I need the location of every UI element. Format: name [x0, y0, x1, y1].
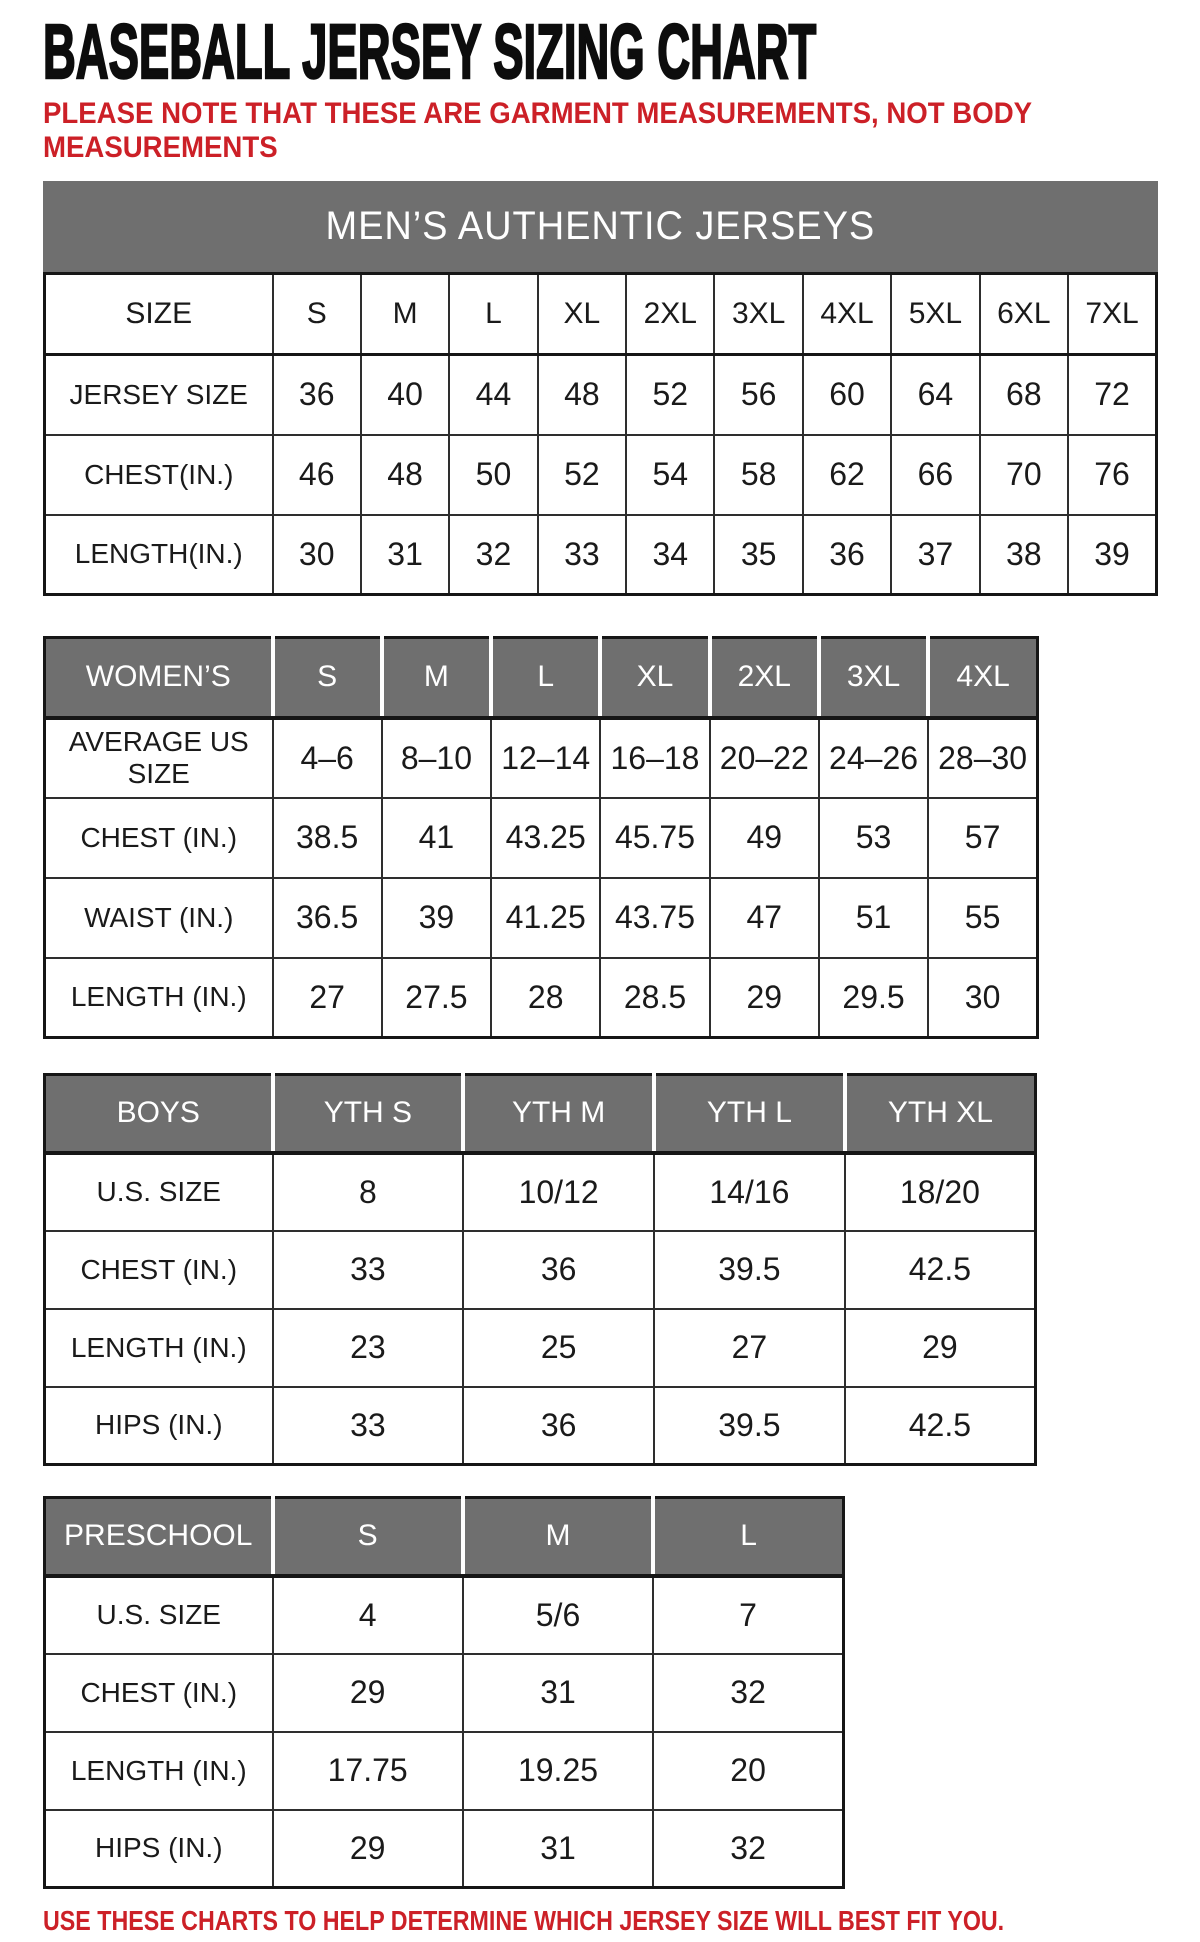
measurement-value-cell: 29 [710, 958, 819, 1038]
measurement-value-cell: 40 [361, 355, 449, 435]
size-column-header: M [463, 1498, 653, 1576]
table-group-label: BOYS [45, 1075, 273, 1153]
measurement-value-cell: 29.5 [819, 958, 928, 1038]
measurement-value-cell: 32 [653, 1654, 843, 1732]
measurement-value-cell: 17.75 [273, 1732, 463, 1810]
measurement-value-cell: 23 [273, 1309, 464, 1387]
mens-section [43, 181, 1160, 596]
measurement-value-cell: 36 [273, 355, 361, 435]
size-column-header: 7XL [1068, 274, 1156, 355]
header-row [45, 1075, 1036, 1153]
measurement-value-cell: 56 [714, 355, 802, 435]
boys-size-table [43, 1073, 1037, 1466]
table-row [45, 1732, 844, 1810]
measurement-value-cell: 28–30 [928, 718, 1037, 798]
row-label: WAIST (IN.) [45, 878, 273, 958]
table-row [45, 718, 1038, 798]
measurement-value-cell: 4 [273, 1576, 463, 1654]
measurement-value-cell: 4–6 [273, 718, 382, 798]
measurement-value-cell: 52 [626, 355, 714, 435]
table-row [45, 1309, 1036, 1387]
measurement-value-cell: 7 [653, 1576, 843, 1654]
row-label: CHEST(IN.) [45, 435, 273, 515]
boys-section [43, 1073, 1160, 1466]
measurement-value-cell: 52 [538, 435, 626, 515]
size-column-header: 3XL [819, 638, 928, 718]
measurement-value-cell: 31 [463, 1810, 653, 1888]
table-row [45, 1231, 1036, 1309]
measurement-value-cell: 41.25 [491, 878, 600, 958]
measurement-value-cell: 39 [382, 878, 491, 958]
row-label: LENGTH (IN.) [45, 1732, 273, 1810]
measurement-value-cell: 46 [273, 435, 361, 515]
measurement-value-cell: 42.5 [845, 1231, 1036, 1309]
measurement-value-cell: 55 [928, 878, 1037, 958]
measurement-value-cell: 12–14 [491, 718, 600, 798]
size-column-header: 2XL [710, 638, 819, 718]
header-row [45, 1498, 844, 1576]
measurement-value-cell: 38.5 [273, 798, 382, 878]
measurement-value-cell: 39.5 [654, 1387, 845, 1465]
measurement-value-cell: 33 [273, 1231, 464, 1309]
measurement-value-cell: 66 [891, 435, 979, 515]
preschool-section [43, 1496, 1160, 1889]
measurement-value-cell: 36 [803, 515, 891, 595]
size-column-header: 4XL [803, 274, 891, 355]
row-label: CHEST (IN.) [45, 798, 273, 878]
measurement-value-cell: 76 [1068, 435, 1156, 515]
measurement-value-cell: 29 [273, 1810, 463, 1888]
measurement-value-cell: 28 [491, 958, 600, 1038]
measurement-value-cell: 53 [819, 798, 928, 878]
measurement-value-cell: 25 [463, 1309, 654, 1387]
measurement-value-cell: 45.75 [600, 798, 709, 878]
row-label: CHEST (IN.) [45, 1654, 273, 1732]
measurement-value-cell: 60 [803, 355, 891, 435]
measurement-value-cell: 32 [449, 515, 537, 595]
measurement-value-cell: 43.75 [600, 878, 709, 958]
measurement-value-cell: 58 [714, 435, 802, 515]
measurement-value-cell: 68 [980, 355, 1068, 435]
page-title [43, 9, 1160, 95]
measurement-value-cell: 29 [273, 1654, 463, 1732]
measurement-value-cell: 31 [463, 1654, 653, 1732]
size-column-header: M [382, 638, 491, 718]
size-column-header: 5XL [891, 274, 979, 355]
measurement-value-cell: 16–18 [600, 718, 709, 798]
row-label: LENGTH(IN.) [45, 515, 273, 595]
row-label: LENGTH (IN.) [45, 1309, 273, 1387]
womens-size-table [43, 636, 1039, 1039]
measurement-value-cell: 31 [361, 515, 449, 595]
measurement-value-cell: 18/20 [845, 1153, 1036, 1231]
measurement-value-cell: 14/16 [654, 1153, 845, 1231]
measurement-value-cell: 48 [361, 435, 449, 515]
measurement-value-cell: 20 [653, 1732, 843, 1810]
measurement-value-cell: 57 [928, 798, 1037, 878]
garment-measurements-note: PLEASE NOTE THAT THESE ARE GARMENT MEASUREMENTS, NOT BODY MEASUREMENTS [43, 97, 1032, 164]
size-column-header: S [273, 274, 361, 355]
row-label: JERSEY SIZE [45, 355, 273, 435]
table-row [45, 1387, 1036, 1465]
table-group-label: SIZE [45, 274, 273, 355]
size-column-header: 4XL [928, 638, 1037, 718]
row-label: HIPS (IN.) [45, 1387, 273, 1465]
table-row [45, 355, 1157, 435]
measurement-value-cell: 64 [891, 355, 979, 435]
measurement-value-cell: 44 [449, 355, 537, 435]
womens-section [43, 636, 1160, 1039]
table-row [45, 878, 1038, 958]
measurement-value-cell: 72 [1068, 355, 1156, 435]
measurement-value-cell: 36.5 [273, 878, 382, 958]
size-column-header: XL [538, 274, 626, 355]
footer-note: USE THESE CHARTS TO HELP DETERMINE WHICH JERSEY SIZE WILL BEST FIT YOU. [43, 1905, 1005, 1936]
measurement-value-cell: 24–26 [819, 718, 928, 798]
mens-size-table [43, 272, 1158, 596]
size-column-header: YTH XL [845, 1075, 1036, 1153]
row-label: U.S. SIZE [45, 1153, 273, 1231]
measurement-value-cell: 28.5 [600, 958, 709, 1038]
size-column-header: S [273, 1498, 463, 1576]
table-row [45, 1654, 844, 1732]
table-group-label: WOMEN’S [45, 638, 273, 718]
size-column-header: 6XL [980, 274, 1068, 355]
measurement-value-cell: 10/12 [463, 1153, 654, 1231]
measurement-value-cell: 5/6 [463, 1576, 653, 1654]
mens-banner [43, 181, 1158, 272]
measurement-value-cell: 43.25 [491, 798, 600, 878]
measurement-value-cell: 54 [626, 435, 714, 515]
size-column-header: YTH S [273, 1075, 464, 1153]
measurement-value-cell: 30 [273, 515, 361, 595]
measurement-value-cell: 27 [654, 1309, 845, 1387]
measurement-value-cell: 36 [463, 1387, 654, 1465]
mens-banner-text: MEN’S AUTHENTIC JERSEYS [325, 204, 876, 248]
measurement-value-cell: 32 [653, 1810, 843, 1888]
measurement-value-cell: 62 [803, 435, 891, 515]
measurement-value-cell: 70 [980, 435, 1068, 515]
measurement-value-cell: 48 [538, 355, 626, 435]
table-row [45, 1576, 844, 1654]
size-column-header: 2XL [626, 274, 714, 355]
row-label: CHEST (IN.) [45, 1231, 273, 1309]
table-row [45, 798, 1038, 878]
table-row [45, 515, 1157, 595]
header-row [45, 638, 1038, 718]
measurement-value-cell: 42.5 [845, 1387, 1036, 1465]
row-label: U.S. SIZE [45, 1576, 273, 1654]
measurement-value-cell: 36 [463, 1231, 654, 1309]
measurement-value-cell: 51 [819, 878, 928, 958]
measurement-value-cell: 39 [1068, 515, 1156, 595]
table-row [45, 1153, 1036, 1231]
measurement-value-cell: 47 [710, 878, 819, 958]
measurement-value-cell: 27.5 [382, 958, 491, 1038]
table-row [45, 958, 1038, 1038]
row-label: LENGTH (IN.) [45, 958, 273, 1038]
size-column-header: L [653, 1498, 843, 1576]
size-column-header: S [273, 638, 382, 718]
measurement-value-cell: 39.5 [654, 1231, 845, 1309]
measurement-value-cell: 50 [449, 435, 537, 515]
preschool-size-table [43, 1496, 845, 1889]
table-row [45, 1810, 844, 1888]
measurement-value-cell: 27 [273, 958, 382, 1038]
measurement-value-cell: 33 [538, 515, 626, 595]
size-column-header: L [449, 274, 537, 355]
size-column-header: M [361, 274, 449, 355]
size-column-header: L [491, 638, 600, 718]
measurement-value-cell: 30 [928, 958, 1037, 1038]
size-column-header: XL [600, 638, 709, 718]
measurement-value-cell: 49 [710, 798, 819, 878]
measurement-value-cell: 34 [626, 515, 714, 595]
measurement-value-cell: 41 [382, 798, 491, 878]
table-row [45, 435, 1157, 515]
measurement-value-cell: 20–22 [710, 718, 819, 798]
measurement-value-cell: 38 [980, 515, 1068, 595]
measurement-value-cell: 29 [845, 1309, 1036, 1387]
size-column-header: 3XL [714, 274, 802, 355]
measurement-value-cell: 33 [273, 1387, 464, 1465]
measurement-value-cell: 8 [273, 1153, 464, 1231]
measurement-value-cell: 19.25 [463, 1732, 653, 1810]
row-label: AVERAGE US SIZE [45, 718, 273, 798]
table-group-label: PRESCHOOL [45, 1498, 273, 1576]
size-column-header: YTH L [654, 1075, 845, 1153]
measurement-value-cell: 35 [714, 515, 802, 595]
size-column-header: YTH M [463, 1075, 654, 1153]
measurement-value-cell: 8–10 [382, 718, 491, 798]
measurement-value-cell: 37 [891, 515, 979, 595]
header-row [45, 274, 1157, 355]
page-title-text: BASEBALL JERSEY SIZING CHART [43, 9, 817, 95]
row-label: HIPS (IN.) [45, 1810, 273, 1888]
